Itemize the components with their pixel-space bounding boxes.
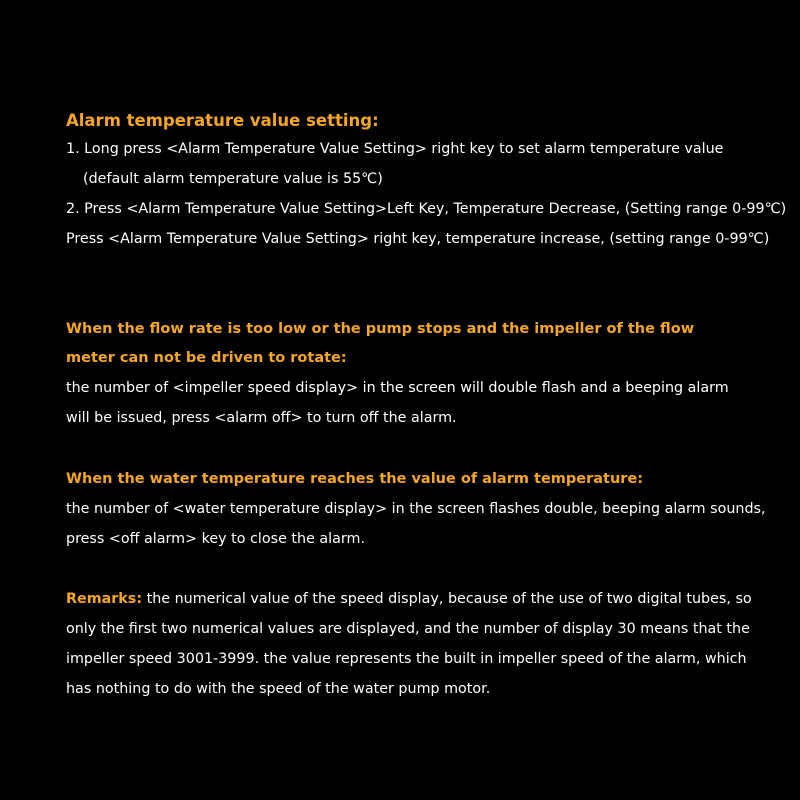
alarm-setting-line-2: (default alarm temperature value is 55℃) bbox=[83, 171, 383, 187]
alarm-setting-heading: Alarm temperature value setting: bbox=[66, 111, 379, 130]
remarks-line-4: has nothing to do with the speed of the water pump motor. bbox=[66, 681, 491, 697]
flow-rate-heading-line-1: When the flow rate is too low or the pump stops and the impeller of the flow bbox=[66, 321, 695, 337]
flow-rate-heading-line-2: meter can not be driven to rotate: bbox=[66, 350, 347, 366]
water-temp-line-1: the number of <water temperature display> in the screen flashes double, beeping alarm sounds, bbox=[66, 501, 766, 517]
remarks-line-1 bbox=[66, 591, 752, 607]
flow-rate-line-1: the number of <impeller speed display> in the screen will double flash and a beeping alarm bbox=[66, 380, 729, 396]
remarks-line-3: impeller speed 3001-3999. the value represents the built in impeller speed of the alarm, which bbox=[66, 651, 747, 667]
alarm-setting-line-1: 1. Long press <Alarm Temperature Value Setting> right key to set alarm temperature value bbox=[66, 141, 724, 157]
alarm-setting-line-4: Press <Alarm Temperature Value Setting> right key, temperature increase, (setting range 0-99℃) bbox=[66, 231, 770, 247]
remarks-label: Remarks: bbox=[66, 591, 143, 607]
remarks-line-2: only the first two numerical values are displayed, and the number of display 30 means that the bbox=[66, 621, 750, 637]
alarm-setting-line-3: 2. Press <Alarm Temperature Value Setting>Left Key, Temperature Decrease, (Setting range 0-99℃) bbox=[66, 201, 787, 217]
water-temp-line-2: press <off alarm> key to close the alarm. bbox=[66, 531, 366, 547]
flow-rate-line-2: will be issued, press <alarm off> to turn off the alarm. bbox=[66, 410, 457, 426]
water-temp-heading: When the water temperature reaches the value of alarm temperature: bbox=[66, 471, 644, 487]
remarks-first-line-text: the numerical value of the speed display, because of the use of two digital tubes, so bbox=[142, 591, 752, 607]
